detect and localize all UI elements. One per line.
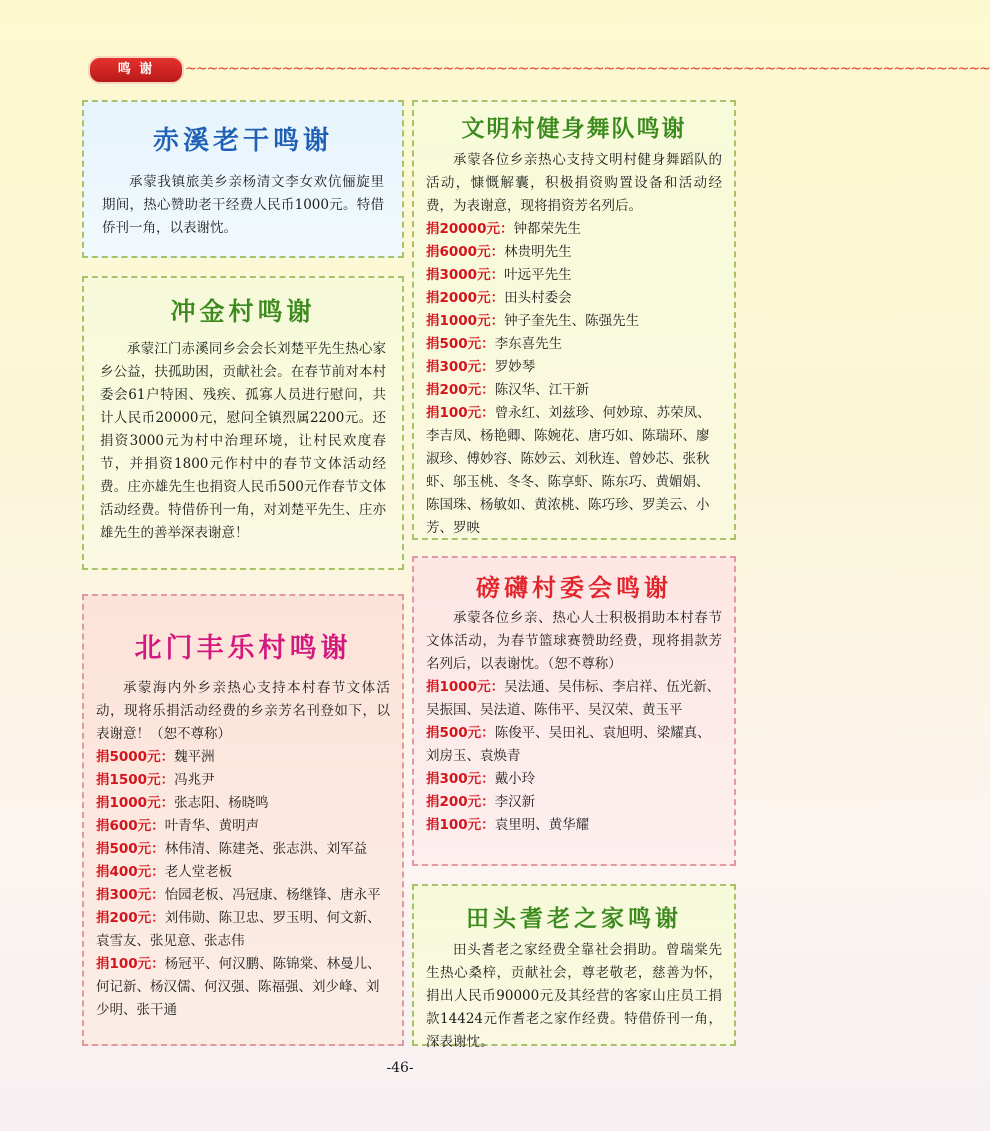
donation-row <box>426 676 722 722</box>
donor-names: 钟都荣先生 <box>513 221 581 237</box>
chixi-notice <box>82 100 404 258</box>
donor-names: 魏平洲 <box>174 749 215 765</box>
donor-names: 叶远平先生 <box>504 267 572 283</box>
donation-row <box>426 218 722 241</box>
donation-row <box>426 379 722 402</box>
donation-row <box>96 815 390 838</box>
banghe-donation-list <box>426 676 722 837</box>
beimen-intro: 承蒙海内外乡亲热心支持本村春节文体活动，现将乐捐活动经费的乡亲芳名刊登如下，以表谢意！（恕不尊称） <box>96 680 390 742</box>
donation-row <box>426 333 722 356</box>
donation-amount: 捐400元： <box>96 864 165 880</box>
donation-amount: 捐1000元： <box>96 795 175 811</box>
donation-row <box>426 241 722 264</box>
donor-names: 吴法通、吴伟标、李启祥、伍光新、吴振国、吴法道、陈伟平、吴汉荣、黄玉平 <box>426 679 721 718</box>
wenming-intro: 承蒙各位乡亲热心支持文明村健身舞蹈队的活动，慷慨解囊，积极捐资购置设备和活动经费，为表谢意，现将捐资芳名列后。 <box>426 152 722 214</box>
donation-amount: 捐300元： <box>426 359 495 375</box>
donation-amount: 捐3000元： <box>426 267 505 283</box>
beimen-donation-list <box>96 746 390 1022</box>
donor-names: 戴小玲 <box>494 771 536 787</box>
donor-names: 罗妙琴 <box>494 359 536 375</box>
donation-amount: 捐500元： <box>426 725 495 741</box>
donor-names: 袁里明、黄华耀 <box>494 817 590 833</box>
section-tab: 鸣 谢 <box>88 56 184 84</box>
donor-names: 老人堂老板 <box>164 864 233 880</box>
chongjin-notice <box>82 276 404 570</box>
donation-amount: 捐200元： <box>96 910 165 926</box>
donor-names: 怡园老板、冯冠康、杨继锋、唐永平 <box>164 887 381 903</box>
donation-amount: 捐200元： <box>426 382 495 398</box>
donation-row <box>96 746 390 769</box>
donation-amount: 捐1500元： <box>96 772 175 788</box>
wenming-donation-list <box>426 218 722 540</box>
donor-names: 叶青华、黄明声 <box>164 818 260 834</box>
donation-row <box>96 953 390 1022</box>
donation-amount: 捐500元： <box>96 841 165 857</box>
donor-names: 田头村委会 <box>504 290 572 306</box>
chixi-title: 赤溪老干鸣谢 <box>152 126 333 156</box>
donation-amount: 捐2000元： <box>426 290 505 306</box>
donor-names: 林贵明先生 <box>504 244 572 260</box>
donation-row <box>426 264 722 287</box>
donation-row <box>426 791 722 814</box>
donation-row <box>96 792 390 815</box>
donation-amount: 捐1000元： <box>426 313 505 329</box>
donor-names: 冯兆尹 <box>174 772 215 788</box>
donor-names: 杨冠平、何汉鹏、陈锦棠、林曼儿、何记新、杨汉儒、何汉强、陈福强、刘少峰、刘少明、张干通 <box>96 956 381 1018</box>
donation-row <box>426 287 722 310</box>
chixi-body: 承蒙我镇旅美乡亲杨清文李女欢伉俪旋里期间，热心赞助老干经费人民币1000元。特借侨刊一角，以表谢忱。 <box>102 174 384 236</box>
donation-amount: 捐1000元： <box>426 679 505 695</box>
donor-names: 曾永红、刘兹珍、何妙琼、苏荣凤、李吉凤、杨艳卿、陈婉花、唐巧如、陈瑞环、廖淑珍、傅妙容、陈妙云、刘秋连、曾妙芯、张秋虾、邬玉桃、冬冬、陈享虾、陈东巧、黄媚娟、陈国珠、杨敏如、黄浓桃、陈巧珍、罗美云、小芳、罗映 <box>426 405 711 536</box>
donor-names: 李汉新 <box>494 794 536 810</box>
donor-names: 钟子奎先生、陈强先生 <box>504 313 640 329</box>
beimen-notice <box>82 594 404 1046</box>
donation-amount: 捐100元： <box>96 956 165 972</box>
donor-names: 陈汉华、江干新 <box>494 382 590 398</box>
banghe-intro: 承蒙各位乡亲、热心人士积极捐助本村春节文体活动，为春节篮球赛赞助经费，现将捐款芳名列后，以表谢忱。（恕不尊称） <box>426 610 722 672</box>
donation-amount: 捐300元： <box>426 771 495 787</box>
donation-amount: 捐500元： <box>426 336 495 352</box>
donation-amount: 捐5000元： <box>96 749 175 765</box>
beimen-title: 北门丰乐村鸣谢 <box>134 633 352 664</box>
donation-amount: 捐6000元： <box>426 244 505 260</box>
donor-names: 刘伟勋、陈卫忠、罗玉明、何文新、袁雪友、张见意、张志伟 <box>96 910 381 949</box>
tiantou-body: 田头耆老之家经费全靠社会捐助。曾瑞棠先生热心桑梓，贡献社会，尊老敬老，慈善为怀，捐出人民币90000元及其经营的客家山庄员工捐款14424元作耆老之家作经费。特借侨刊一角，深表谢忱。 <box>426 942 722 1050</box>
donor-names: 李东喜先生 <box>494 336 563 352</box>
page-number: -46- <box>386 1060 414 1076</box>
donation-row <box>96 884 390 907</box>
donation-row <box>426 768 722 791</box>
donation-amount: 捐100元： <box>426 817 495 833</box>
donation-row <box>426 356 722 379</box>
chongjin-title: 冲金村鸣谢 <box>170 297 316 326</box>
donation-row <box>96 861 390 884</box>
donor-names: 林伟清、陈建尧、张志洪、刘军益 <box>164 841 368 857</box>
banghe-title: 磅礴村委会鸣谢 <box>476 574 672 602</box>
header-wave-divider: ~~~~~~~~~~~~~~~~~~~~~~~~~~~~~~~~~~~~~~~~~~~~~~~~~~~~~~~~~~~~~~~~~~~~~~~~~~~ <box>185 61 990 77</box>
donation-row <box>426 722 722 768</box>
donation-amount: 捐20000元： <box>426 221 514 237</box>
donation-amount: 捐300元： <box>96 887 165 903</box>
donation-row <box>96 769 390 792</box>
donation-amount: 捐600元： <box>96 818 165 834</box>
donation-row <box>426 814 722 837</box>
donor-names: 张志阳、杨晓鸣 <box>174 795 269 811</box>
donation-row <box>426 402 722 540</box>
donation-amount: 捐200元： <box>426 794 495 810</box>
donation-row <box>96 838 390 861</box>
wenming-notice <box>412 100 736 540</box>
donation-row <box>96 907 390 953</box>
chongjin-body: 承蒙江门赤溪同乡会会长刘楚平先生热心家乡公益，扶孤助困，贡献社会。在春节前对本村委会61户特困、残疾、孤寡人员进行慰问，共计人民币20000元，慰问全镇烈属2200元。还捐资3000元为村中治理环境，让村民欢度春节，并捐资1800元作村中的春节文体活动经费。庄亦雄先生也捐资人民币500元作春节文体活动经费。特借侨刊一角，对刘楚平先生、庄亦雄先生的善举深表谢意！ <box>100 341 386 541</box>
tiantou-title: 田头耆老之家鸣谢 <box>466 906 682 932</box>
tiantou-notice <box>412 884 736 1050</box>
donation-amount: 捐100元： <box>426 405 495 421</box>
donation-row <box>426 310 722 333</box>
banghe-notice <box>412 556 736 866</box>
donor-names: 陈俊平、吴田礼、袁旭明、梁耀真、刘房玉、袁焕青 <box>426 725 711 764</box>
wenming-title: 文明村健身舞队鸣谢 <box>461 116 687 142</box>
